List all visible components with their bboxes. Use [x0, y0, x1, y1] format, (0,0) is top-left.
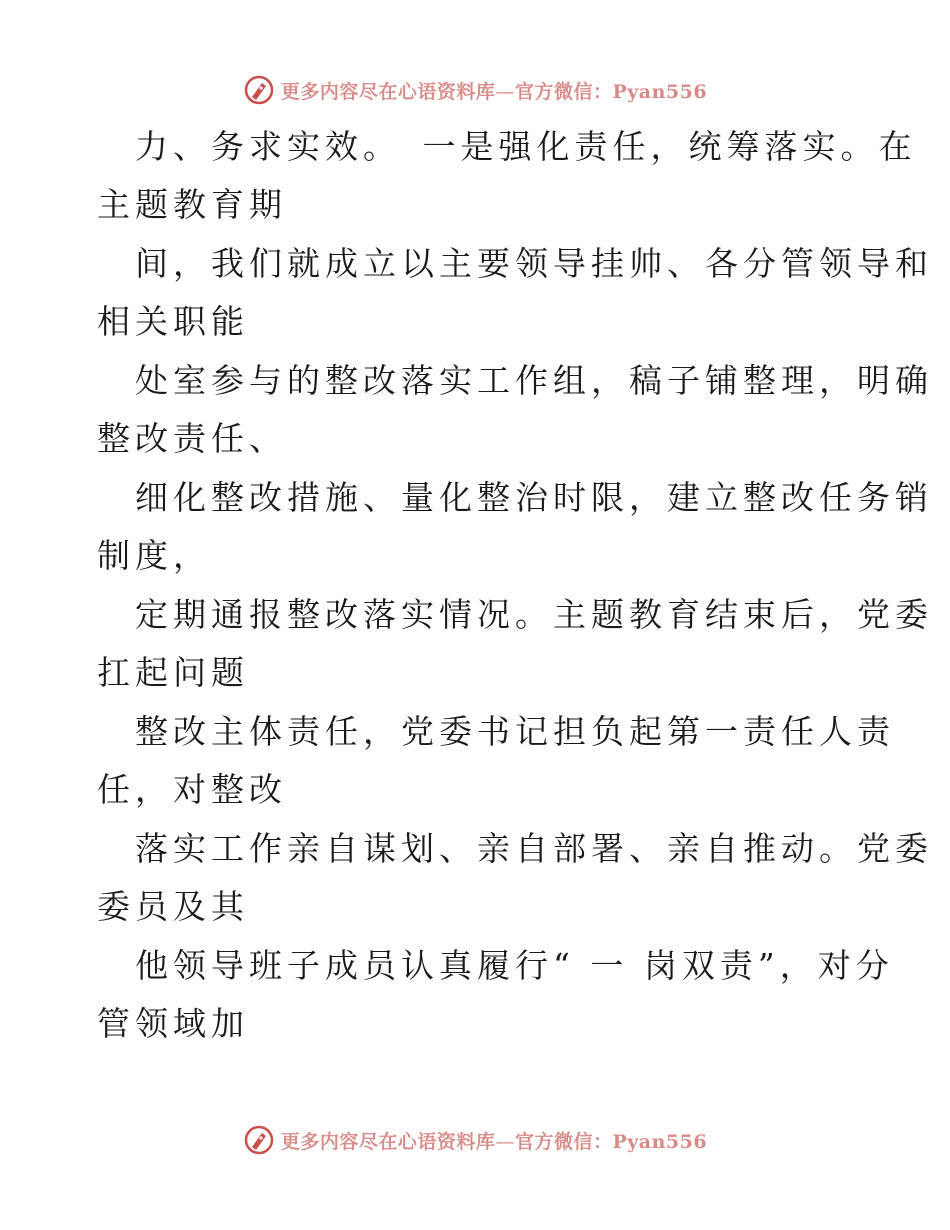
paragraph-line: 任，对整改: [97, 770, 287, 809]
paragraph-line: 管领域加: [97, 1004, 249, 1043]
paragraph-line: 主题教育期: [97, 185, 287, 224]
watermark-separator: —: [495, 80, 515, 103]
header-watermark: [0, 70, 950, 110]
watermark-wechat-text: 官方微信：Pyan556: [514, 80, 708, 103]
paragraph-line: 整改主体责任，党委书记担负起第一责任人责: [135, 712, 895, 751]
paragraph-line: 力、务求实效。 一是强化责任，统筹落实。在: [135, 127, 917, 166]
paragraph-line: 相关职能: [97, 302, 249, 341]
footer-watermark: [0, 1120, 950, 1160]
watermark-main-text: 更多内容尽在心语资料库: [280, 80, 496, 103]
paragraph-line: 间，我们就成立以主要领导挂帅、各分管领导和: [135, 244, 933, 283]
paragraph-line: 委员及其: [97, 887, 249, 926]
watermark-text: [281, 77, 707, 104]
pen-nib-circle-icon: [243, 74, 275, 106]
watermark-text: [281, 1127, 707, 1154]
watermark-wechat-text: 官方微信：Pyan556: [514, 1130, 708, 1153]
paragraph-line: 扛起问题: [97, 653, 249, 692]
paragraph-line: 整改责任、: [97, 419, 287, 458]
paragraph-line: 制度，: [97, 536, 211, 575]
watermark-main-text: 更多内容尽在心语资料库: [280, 1130, 496, 1153]
pen-nib-circle-icon: [243, 1124, 275, 1156]
paragraph-line: 处室参与的整改落实工作组，稿子铺整理，明确: [135, 361, 933, 400]
paragraph-line: 细化整改措施、量化整治时限，建立整改任务销: [135, 478, 933, 517]
watermark-separator: —: [495, 1130, 515, 1153]
paragraph-line: 他领导班子成员认真履行“ 一 岗双责”，对分: [135, 946, 894, 985]
paragraph-line: 定期通报整改落实情况。主题教育结束后，党委: [135, 595, 933, 634]
paragraph-line: 落实工作亲自谋划、亲自部署、亲自推动。党委: [135, 829, 933, 868]
